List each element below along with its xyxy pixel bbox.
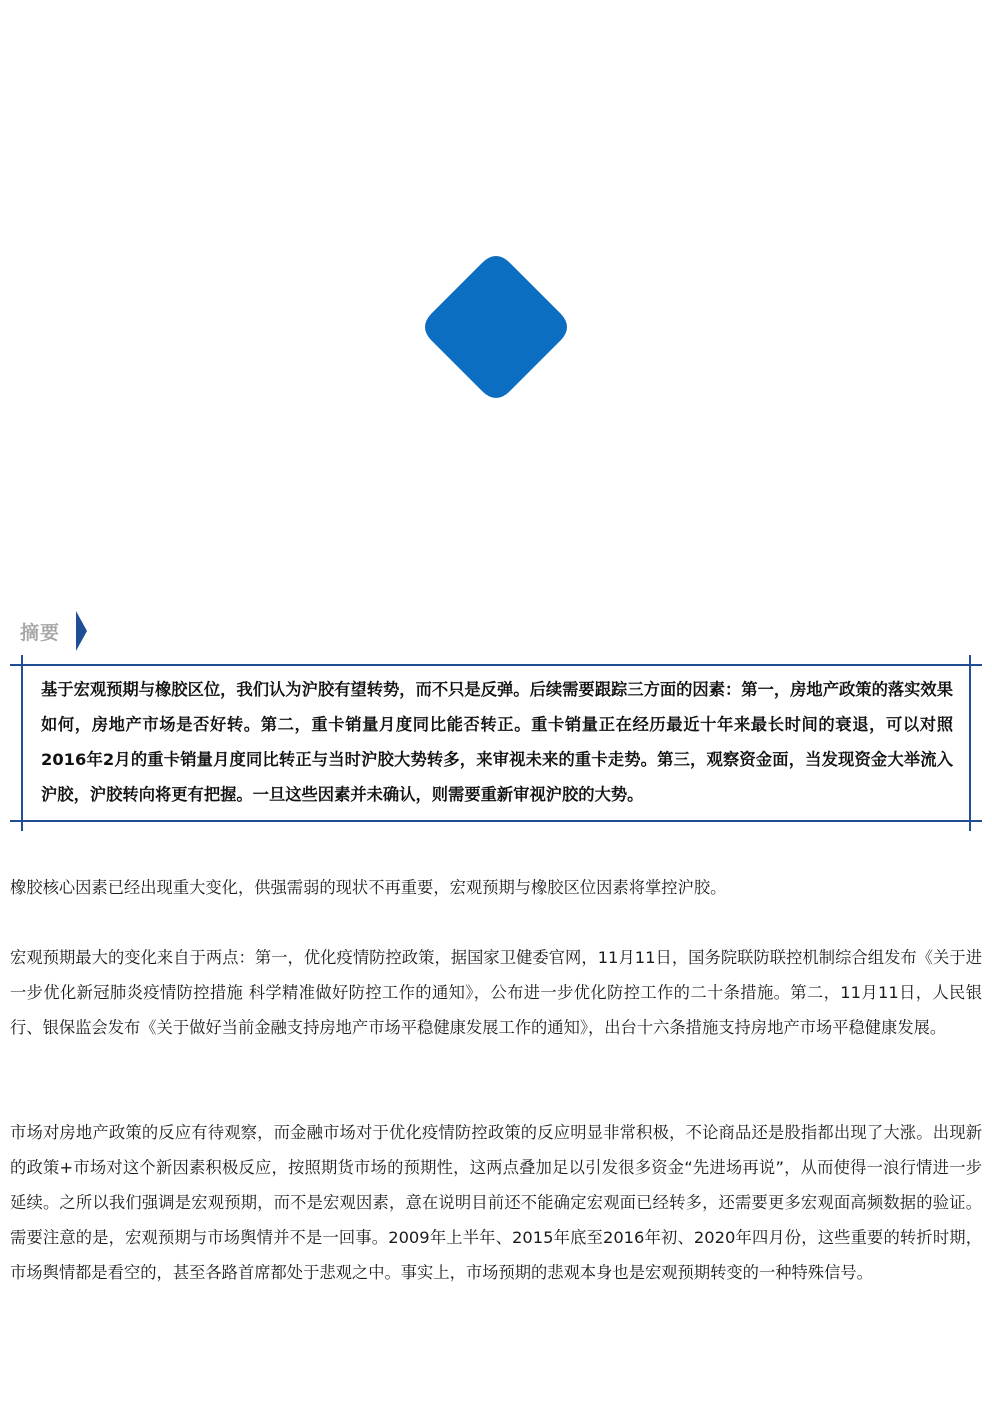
summary-left-rule	[21, 655, 23, 831]
diamond-shape	[425, 256, 567, 398]
summary-header	[20, 611, 88, 651]
summary-bottom-rule	[10, 820, 982, 822]
summary-title: 摘要	[20, 621, 61, 644]
diamond-path	[425, 256, 567, 398]
summary-top-rule	[10, 664, 982, 666]
summary-text: 基于宏观预期与橡胶区位，我们认为沪胶有望转势，而不只是反弹。后续需要跟踪三方面的因素：第一，房地产政策的落实效果如何，房地产市场是否好转。第二，重卡销量月度同比能否转正。重卡销量正在经历最近十年来最长时间的衰退，可以对照2016年2月的重卡销量月度同比转正与当时沪胶大势转多，来审视未来的重卡走势。第三，观察资金面，当发现资金大举流入沪胶，沪胶转向将更有把握。一旦这些因素并未确认，则需要重新审视沪胶的大势。	[41, 680, 953, 804]
body-paragraph-1: 橡胶核心因素已经出现重大变化，供强需弱的现状不再重要，宏观预期与橡胶区位因素将掌控沪胶。	[10, 878, 727, 897]
body-paragraph-2: 宏观预期最大的变化来自于两点：第一，优化疫情防控政策，据国家卫健委官网，11月11日，国务院联防联控机制综合组发布《关于进一步优化新冠肺炎疫情防控措施 科学精准做好防控工作的通知》，公布进一步优化防控工作的二十条措施。第二，11月11日，人民银行、银保监会发布《关于做好当前金融支持房地产市场平稳健康发展工作的通知》，出台十六条措施支持房地产市场平稳健康发展。	[10, 948, 982, 1037]
logo-diamond-icon	[425, 256, 567, 398]
summary-right-rule	[969, 655, 971, 831]
arrow-right-icon	[76, 611, 88, 651]
body-paragraph-3: 市场对房地产政策的反应有待观察，而金融市场对于优化疫情防控政策的反应明显非常积极，不论商品还是股指都出现了大涨。出现新的政策+市场对这个新因素积极反应，按照期货市场的预期性，这两点叠加足以引发很多资金“先进场再说”，从而使得一浪行情进一步延续。之所以我们强调是宏观预期，而不是宏观因素，意在说明目前还不能确定宏观面已经转多，还需要更多宏观面高频数据的验证。需要注意的是，宏观预期与市场舆情并不是一回事。2009年上半年、2015年底至2016年初、2020年四月份，这些重要的转折时期，市场舆情都是看空的，甚至各路首席都处于悲观之中。事实上，市场预期的悲观本身也是宏观预期转变的一种特殊信号。	[10, 1123, 982, 1282]
summary-box	[10, 655, 982, 831]
